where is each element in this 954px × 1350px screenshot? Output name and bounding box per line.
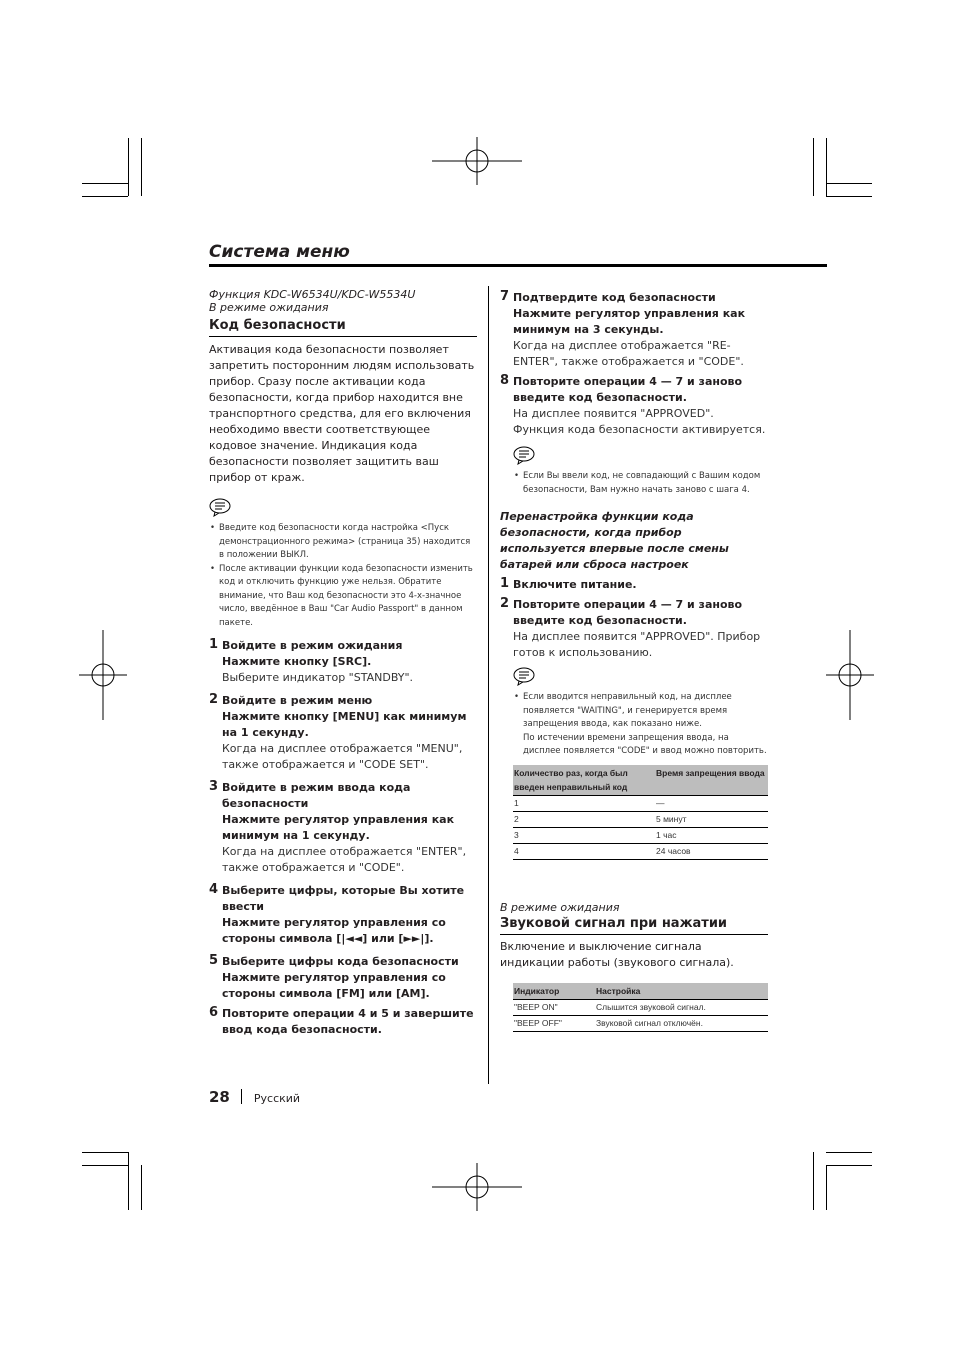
- table-cell: "BEEP OFF": [513, 1016, 595, 1032]
- step-result: Когда на дисплее отображается "ENTER", также отображается и "CODE".: [222, 845, 467, 874]
- step-action: Нажмите регулятор управления со стороны символа [FM] или [AM].: [222, 971, 446, 1000]
- step-number: 1: [500, 576, 510, 591]
- table-cell: 24 часов: [655, 843, 768, 859]
- table-row: [513, 827, 768, 843]
- table-header: Настройка: [595, 983, 768, 1000]
- table-cell: —: [655, 795, 768, 811]
- step-6: [209, 1006, 477, 1038]
- page-footer: [209, 1088, 300, 1106]
- table-cell: "BEEP ON": [513, 1000, 595, 1016]
- beep-paragraph: Включение и выключение сигнала индикации работы (звукового сигнала).: [500, 940, 734, 969]
- step-title: Повторите операции 4 — 7 и заново введите код безопасности.: [513, 375, 743, 404]
- mode-note: В режиме ожидания: [209, 301, 329, 314]
- table-row: [513, 1016, 768, 1032]
- step-result: Когда на дисплее отображается "MENU", также отображается и "CODE SET".: [222, 742, 463, 771]
- note-list: [209, 522, 477, 630]
- page-title: Система меню: [209, 242, 350, 262]
- registration-mark-left: [79, 630, 127, 720]
- step-action: Нажмите регулятор управления как минимум на 3 секунды.: [513, 307, 746, 336]
- step-number: 5: [209, 953, 219, 968]
- step-title: Войдите в режим ожидания: [222, 639, 403, 652]
- registration-mark-bottom: [432, 1163, 522, 1211]
- table-row: [513, 1000, 768, 1016]
- note-item: • Введите код безопасности когда настройка <Пуск демонстрационного режима> (страница 35) находится в положении ВЫКЛ.: [219, 522, 477, 563]
- note-text: • Если вводится неправильный код, на дисплее появляется "WAITING", и генерируется время запрещения ввода, как показано ниже.: [523, 692, 732, 729]
- note-icon: [209, 498, 231, 517]
- registration-mark-right: [826, 630, 874, 720]
- footer-divider: [241, 1089, 242, 1104]
- step-action: Нажмите регулятор управления со стороны символа [|◄◄] или [►►|].: [222, 916, 446, 945]
- step-3: [209, 780, 477, 876]
- note-icon: [513, 446, 535, 465]
- step-1: [209, 638, 477, 686]
- wrong-code-table: [513, 765, 768, 860]
- title-rule: [209, 264, 827, 267]
- table-header: Индикатор: [513, 983, 595, 1000]
- step-action: Нажмите кнопку [MENU] как минимум на 1 секунду.: [222, 710, 467, 739]
- column-divider: [488, 286, 489, 1084]
- step-number: 7: [500, 289, 510, 304]
- step-number: 6: [209, 1005, 219, 1020]
- table-cell: Звуковой сигнал отключён.: [595, 1016, 768, 1032]
- right-column: [500, 290, 768, 860]
- step-number: 3: [209, 779, 219, 794]
- step-action: Нажмите регулятор управления как минимум на 1 секунду.: [222, 813, 455, 842]
- step-result: На дисплее появится "APPROVED". Функция кода безопасности активируется.: [513, 407, 766, 436]
- step-8: [500, 374, 768, 438]
- step-number: 2: [500, 596, 510, 611]
- step-title: Подтвердите код безопасности: [513, 291, 716, 304]
- step-2: [209, 693, 477, 773]
- note-text: По истечении времени запрещения ввода, на дисплее появляется "CODE" и ввод можно повторить.: [523, 732, 767, 756]
- table-header: Время запрещения ввода: [655, 765, 768, 796]
- table-row: [513, 795, 768, 811]
- step-number: 4: [209, 882, 219, 897]
- step-result: Когда на дисплее отображается "RE-ENTER", также отображается и "CODE".: [513, 339, 744, 368]
- step-4: [209, 883, 477, 947]
- table-cell: 5 минут: [655, 811, 768, 827]
- page-number: 28: [209, 1088, 230, 1106]
- table-cell: 3: [513, 827, 655, 843]
- registration-mark-top: [432, 137, 522, 185]
- table-cell: 4: [513, 843, 655, 859]
- security-paragraph: Активация кода безопасности позволяет запретить посторонним людям использовать прибор. Сразу после активации кода безопасности, когда прибор находится вне транспортного средства, для его включения необходимо ввести соответствующее кодовое значение. Индикация кода безопасности позволяет защитить ваш прибор от краж.: [209, 343, 475, 484]
- table-cell: 1: [513, 795, 655, 811]
- note-icon: [513, 667, 535, 686]
- note-item: • Если Вы ввели код, не совпадающий с Вашим кодом безопасности, Вам нужно начать заново с шага 4.: [523, 470, 768, 497]
- table-cell: 2: [513, 811, 655, 827]
- note-list: [513, 691, 768, 759]
- step-result: На дисплее появится "APPROVED". Прибор готов к использованию.: [513, 630, 761, 659]
- table-cell: 1 час: [655, 827, 768, 843]
- reset-step-1: [500, 577, 768, 593]
- step-number: 2: [209, 692, 219, 707]
- note-item: [523, 691, 768, 759]
- step-result: Выберите индикатор "STANDBY".: [222, 671, 414, 684]
- table-header: Количество раз, когда был введен неправильный код: [513, 765, 655, 796]
- table-cell: Слышится звуковой сигнал.: [595, 1000, 768, 1016]
- step-title: Повторите операции 4 и 5 и завершите ввод кода безопасности.: [222, 1007, 474, 1036]
- table-row: [513, 811, 768, 827]
- note-item: • После активации функции кода безопасности изменить код и отключить функцию уже нельзя. Обратите внимание, что Ваш код безопасности это 4-х-значное число, введённое в Ваш "Car Audio Passport" в данном пакете.: [219, 563, 477, 631]
- section-heading-security-code: Код безопасности: [209, 318, 477, 337]
- table-row: [513, 843, 768, 859]
- beep-table: [513, 983, 768, 1032]
- step-title: Войдите в режим меню: [222, 694, 373, 707]
- beep-section: [500, 900, 768, 1032]
- step-title: Повторите операции 4 — 7 и заново введите код безопасности.: [513, 598, 743, 627]
- reset-subheading: Перенастройка функции кода безопасности, когда прибор используется впервые после смены батарей или сброса настроек: [500, 510, 729, 571]
- step-number: 1: [209, 637, 219, 652]
- step-number: 8: [500, 373, 510, 388]
- step-title: Включите питание.: [513, 578, 637, 591]
- step-7: [500, 290, 768, 370]
- section-heading-beep: Звуковой сигнал при нажатии: [500, 916, 768, 935]
- note-list: [513, 470, 768, 497]
- footer-language: Русский: [253, 1092, 301, 1105]
- function-note: Функция KDC-W6534U/KDC-W5534U: [209, 288, 416, 301]
- reset-step-2: [500, 597, 768, 661]
- step-title: Выберите цифры, которые Вы хотите ввести: [222, 884, 465, 913]
- step-5: [209, 954, 477, 1002]
- step-title: Войдите в режим ввода кода безопасности: [222, 781, 411, 810]
- step-action: Нажмите кнопку [SRC].: [222, 655, 372, 668]
- beep-mode-note: В режиме ожидания: [500, 901, 620, 914]
- step-title: Выберите цифры кода безопасности: [222, 955, 459, 968]
- left-column: [209, 288, 477, 1038]
